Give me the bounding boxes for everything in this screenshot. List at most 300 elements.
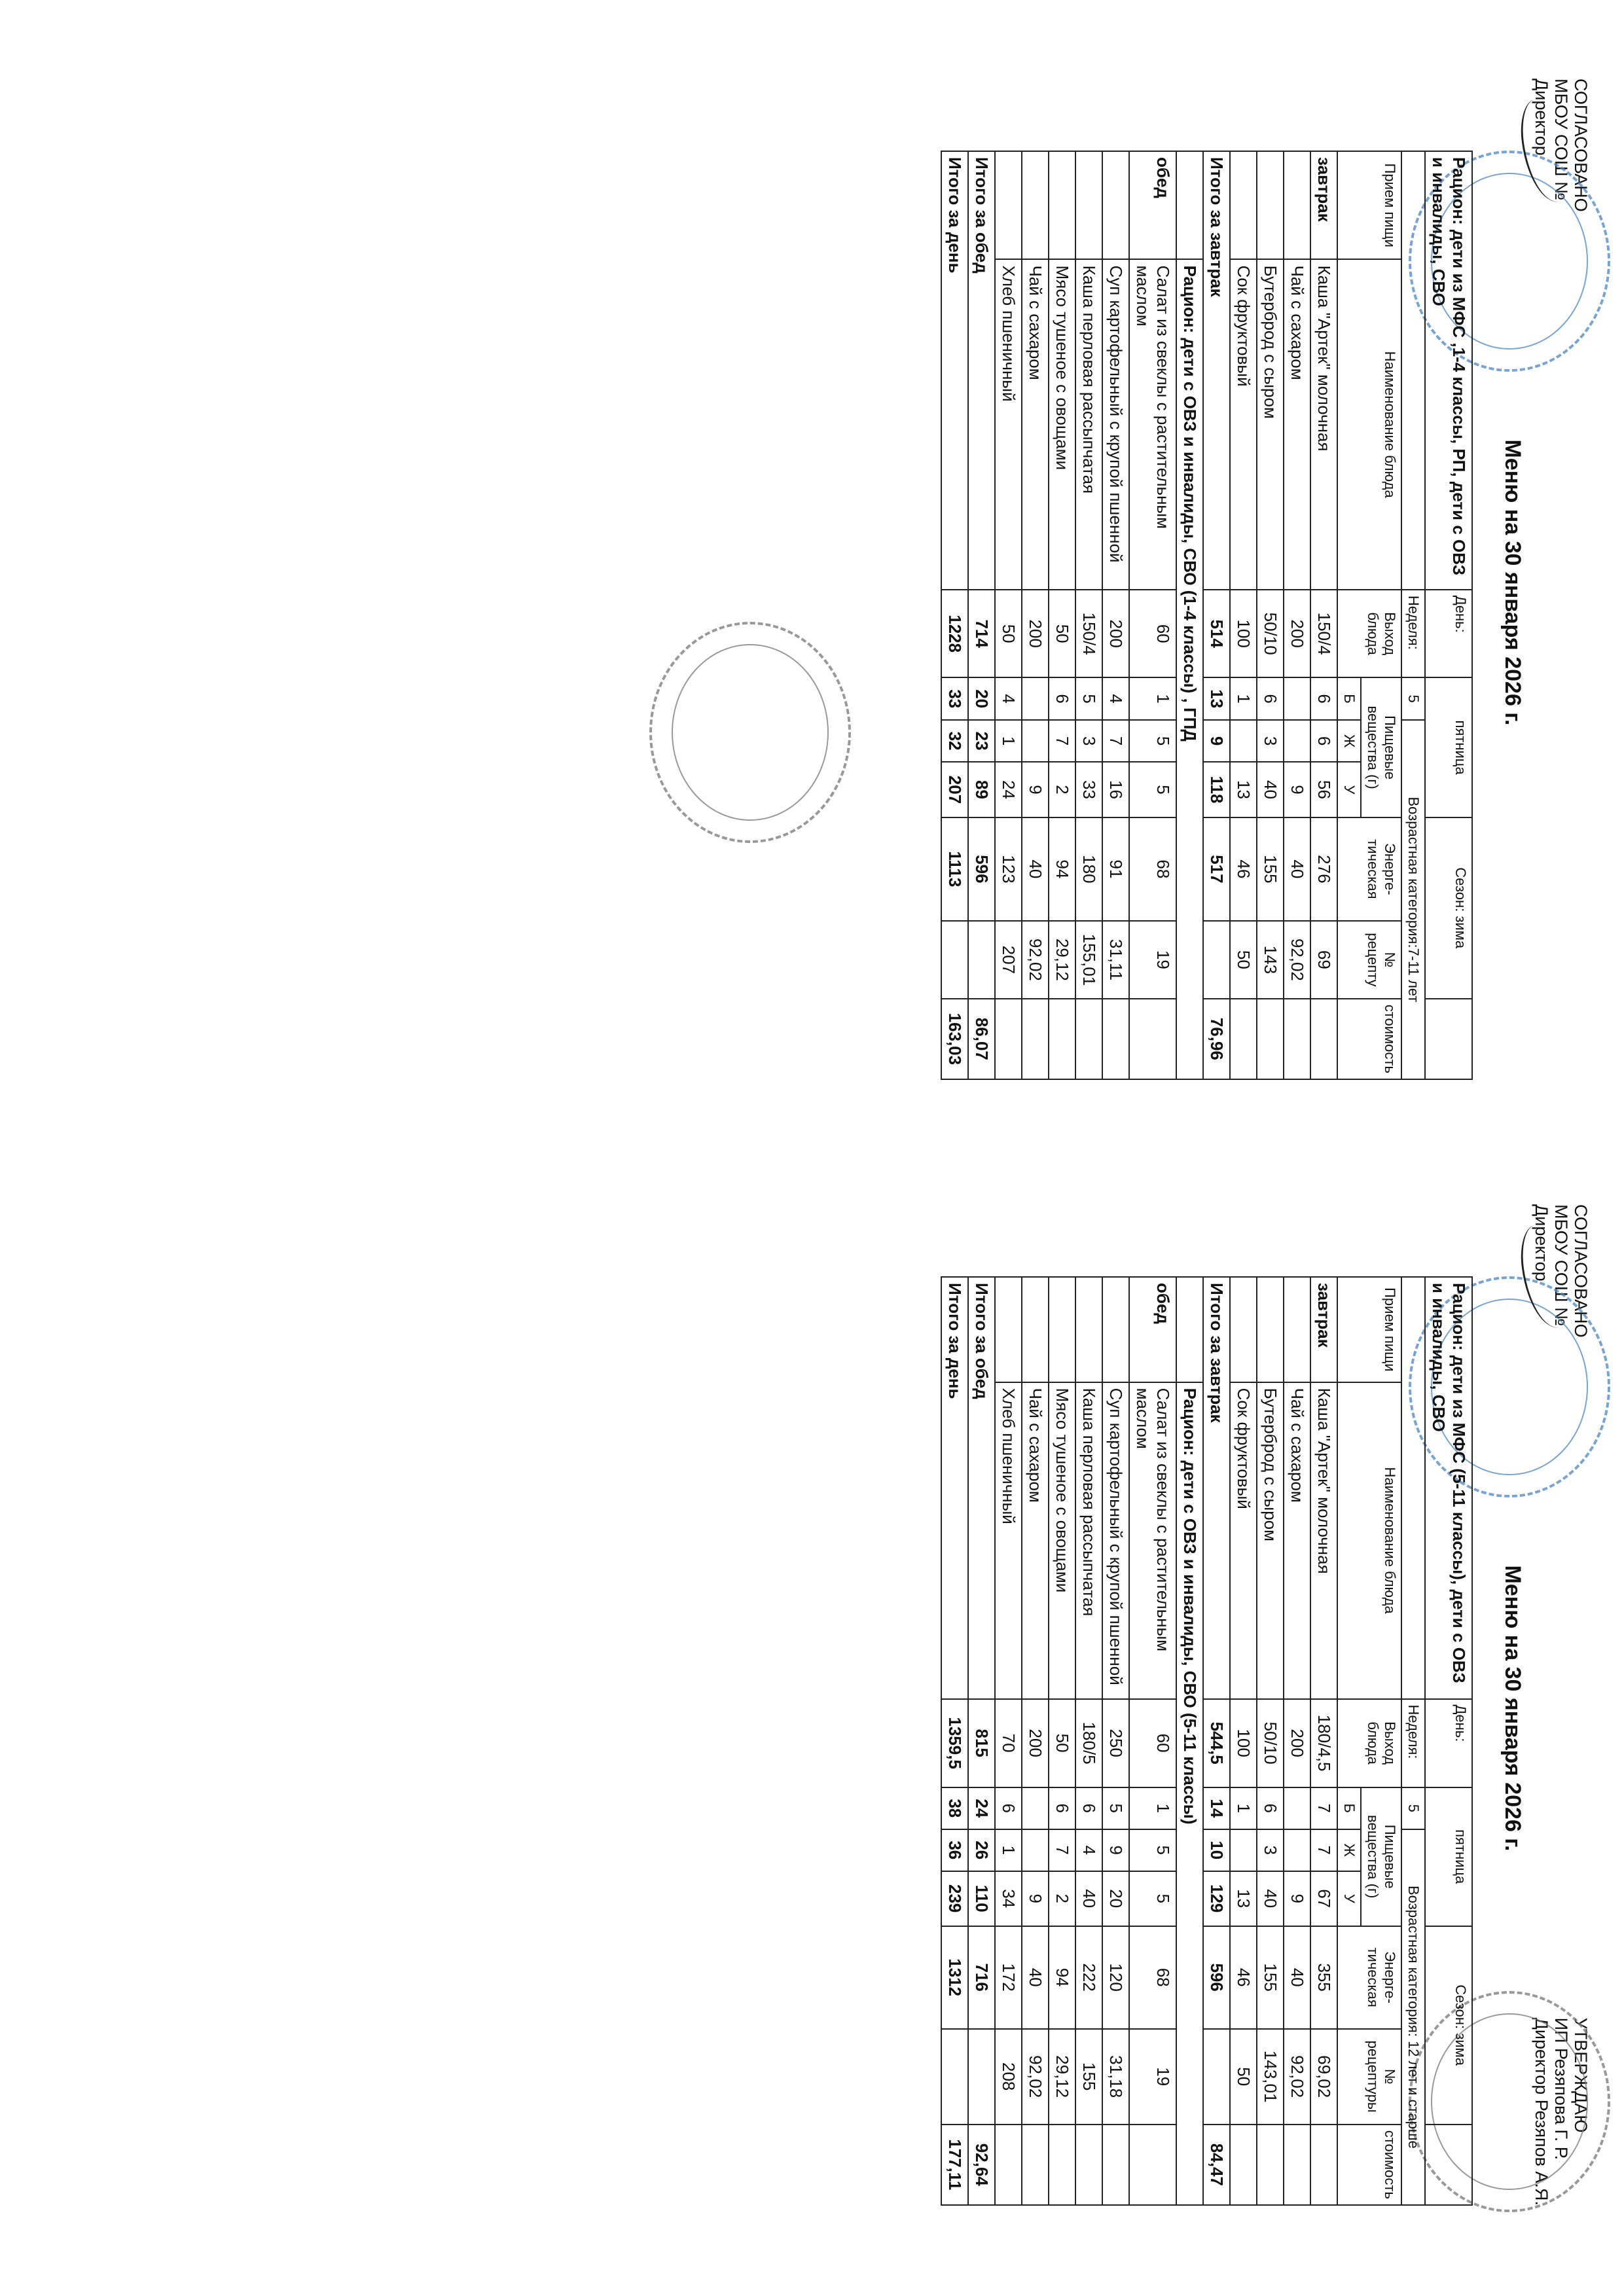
col-yield: Выход блюда <box>1337 590 1401 678</box>
day-total-label: Итого за день <box>941 1277 968 1699</box>
table-cell: 46 <box>1230 1926 1257 2029</box>
table-cell <box>1022 1829 1049 1871</box>
table-cell: 92,02 <box>1284 2029 1310 2125</box>
table-cell: 7 <box>1102 720 1129 762</box>
table-cell <box>1257 2125 1284 2205</box>
day-total-row <box>941 151 968 1079</box>
col-recipe: № рецептуры <box>1337 2029 1401 2125</box>
table-row <box>1284 1277 1310 2205</box>
table-cell <box>1102 999 1129 1079</box>
table-cell <box>1284 2125 1310 2205</box>
dish-name: Мясо тушеное с овощами <box>1049 1382 1075 1699</box>
table-cell: 7 <box>1049 720 1075 762</box>
table-cell: 123 <box>995 817 1022 921</box>
meal-name <box>1022 1277 1049 1382</box>
table-row <box>1257 151 1284 1079</box>
table-header-row <box>1361 151 1401 1079</box>
approval-line: СОГЛАСОВАНО <box>1571 1204 1591 1338</box>
meal-name: обед <box>1129 1277 1176 1382</box>
table-cell: 31,11 <box>1102 921 1129 999</box>
meal-name <box>1049 151 1075 259</box>
meal-name <box>995 151 1022 259</box>
season-name: зима <box>1453 916 1469 949</box>
col-energy: Энерге-тическая <box>1337 817 1401 921</box>
table-row <box>1129 1277 1176 2205</box>
subtotal-cell: 76,96 <box>1203 999 1230 1079</box>
table-cell: 5 <box>1129 762 1176 817</box>
table-row <box>1284 151 1310 1079</box>
table-cell: 29,12 <box>1049 2029 1075 2125</box>
table-cell <box>995 999 1022 1079</box>
table-cell: 67 <box>1310 1871 1337 1926</box>
table-cell: 68 <box>1129 1926 1176 2029</box>
table-row <box>1102 151 1129 1079</box>
menu-title: Меню на 30 января 2026 г. <box>1500 439 1525 726</box>
table-cell: 92,02 <box>1022 2029 1049 2125</box>
table-cell: 40 <box>1284 817 1310 921</box>
day-total-label: Итого за день <box>941 151 968 590</box>
subtotal-label: Итого за завтрак <box>1203 151 1230 590</box>
subtotal-cell: 596 <box>968 817 995 921</box>
day-total-cell <box>941 2029 968 2125</box>
subtotal-row <box>1203 151 1230 1079</box>
table-cell: 31,18 <box>1102 2029 1129 2125</box>
table-cell: 150/4 <box>1075 590 1102 678</box>
col-carbs: У <box>1337 762 1361 817</box>
table-cell: 120 <box>1102 1926 1129 2029</box>
col-recipe: № рецепту <box>1337 921 1401 999</box>
season-label: Сезон: <box>1453 1984 1469 2030</box>
day-total-cell: 177,11 <box>941 2125 968 2205</box>
table-cell: 40 <box>1257 1871 1284 1926</box>
approval-line: МБОУ СОШ № <box>1551 1204 1571 1327</box>
table-cell <box>1284 1787 1310 1829</box>
table-cell: 2 <box>1049 1871 1075 1926</box>
table-row <box>1022 151 1049 1079</box>
table-cell: 6 <box>1310 677 1337 719</box>
table-cell: 6 <box>1049 677 1075 719</box>
subtotal-cell: 596 <box>1203 1926 1230 2029</box>
dish-name: Чай с сахаром <box>1022 259 1049 589</box>
subtotal-cell: 110 <box>968 1871 995 1926</box>
col-fat: Ж <box>1337 1829 1361 1871</box>
table-cell: 9 <box>1284 762 1310 817</box>
table-cell <box>1022 720 1049 762</box>
table-cell: 94 <box>1049 1926 1075 2029</box>
table-cell <box>995 2125 1022 2205</box>
table-cell <box>1284 677 1310 719</box>
table-cell: 19 <box>1129 2029 1176 2125</box>
seal-stamp <box>649 622 851 843</box>
dish-name: Суп картофельный с крупой пшенной <box>1102 1382 1129 1699</box>
table-cell: 200 <box>1022 1699 1049 1787</box>
subtotal-label: Итого за завтрак <box>1203 1277 1230 1699</box>
table-cell: 50 <box>1049 1699 1075 1787</box>
day-label: День: <box>1425 1699 1472 1787</box>
table-cell: 155,01 <box>1075 921 1102 999</box>
ration-note-row <box>1176 151 1203 1079</box>
table-row <box>1102 1277 1129 2205</box>
table-cell: 50/10 <box>1257 1699 1284 1787</box>
meal-name <box>1230 151 1257 259</box>
subtotal-row <box>968 1277 995 2205</box>
table-header-row <box>1425 151 1472 1079</box>
table-row <box>1257 1277 1284 2205</box>
table-cell: 172 <box>995 1926 1022 2029</box>
dish-name: Суп картофельный с крупой пшенной <box>1102 259 1129 589</box>
table-cell: 50/10 <box>1257 590 1284 678</box>
approval-line: Директор Резяпов А.Я. <box>1532 2017 1551 2206</box>
dish-name: Чай с сахаром <box>1284 259 1310 589</box>
table-cell <box>1129 999 1176 1079</box>
ration-note: Рацион: дети с ОВЗ и инвалиды, СВО (5-11 классы) <box>1176 1382 1203 2205</box>
table-cell: 6 <box>1257 1787 1284 1829</box>
table-cell: 250 <box>1102 1699 1129 1787</box>
table-cell: 40 <box>1284 1926 1310 2029</box>
dish-name: Чай с сахаром <box>1022 1382 1049 1699</box>
table-row <box>995 151 1022 1079</box>
table-row <box>1129 151 1176 1079</box>
table-cell: 1 <box>1230 677 1257 719</box>
subtotal-cell: 24 <box>968 1787 995 1829</box>
subtotal-label: Итого за обед <box>968 151 995 590</box>
table-cell: 24 <box>995 762 1022 817</box>
age-category: Возрастная категория:7-11 лет <box>1401 720 1425 1079</box>
col-nutrients: Пищевые вещества (г) <box>1361 677 1401 817</box>
menu-page-grades-1-4 <box>628 72 1597 1093</box>
subtotal-cell: 13 <box>1203 677 1230 719</box>
subtotal-cell: 84,47 <box>1203 2125 1230 2205</box>
table-cell: 100 <box>1230 590 1257 678</box>
table-cell <box>1257 999 1284 1079</box>
season-value <box>1425 1926 1472 2125</box>
table-cell: 13 <box>1230 762 1257 817</box>
table-cell: 7 <box>1049 1829 1075 1871</box>
subtotal-cell: 714 <box>968 590 995 678</box>
age-category: Возрастная категория: 12 лет и старше <box>1401 1829 1425 2205</box>
table-cell: 6 <box>1310 720 1337 762</box>
table-cell: 3 <box>1257 1829 1284 1871</box>
table-cell: 3 <box>1257 720 1284 762</box>
table-cell: 6 <box>995 1787 1022 1829</box>
table-row <box>1310 151 1337 1079</box>
table-cell: 40 <box>1022 817 1049 921</box>
season-label: Сезон: <box>1453 867 1469 912</box>
day-label: День: <box>1425 590 1472 678</box>
table-cell: 208 <box>995 2029 1022 2125</box>
table-header-row <box>1401 151 1425 1079</box>
subtotal-cell: 544,5 <box>1203 1699 1230 1787</box>
table-cell: 91 <box>1102 817 1129 921</box>
week-value: 5 <box>1401 1787 1425 1829</box>
col-cost: стоимость <box>1337 2125 1401 2205</box>
day-total-cell: 1359,5 <box>941 1699 968 1787</box>
table-cell: 4 <box>995 677 1022 719</box>
table-cell <box>1022 999 1049 1079</box>
table-cell: 34 <box>995 1871 1022 1926</box>
week-value: 5 <box>1401 677 1425 719</box>
table-cell: 9 <box>1022 1871 1049 1926</box>
table-cell: 69 <box>1310 921 1337 999</box>
meal-name: обед <box>1129 151 1176 259</box>
col-protein: Б <box>1337 1787 1361 1829</box>
day-total-cell: 1312 <box>941 1926 968 2029</box>
table-cell: 70 <box>995 1699 1022 1787</box>
subtotal-row <box>968 151 995 1079</box>
table-cell: 40 <box>1257 762 1284 817</box>
meal-name <box>1257 1277 1284 1382</box>
dish-name: Каша перловая рассыпчатая <box>1075 259 1102 589</box>
subtotal-cell: 92,64 <box>968 2125 995 2205</box>
col-energy: Энерге-тическая <box>1337 1926 1401 2029</box>
table-header-row <box>1401 1277 1425 2205</box>
table-cell: 5 <box>1075 677 1102 719</box>
subtotal-cell: 815 <box>968 1699 995 1787</box>
approval-line: ИП Резяпова Г. Р. <box>1551 2017 1571 2161</box>
table-row <box>1075 1277 1102 2205</box>
table-cell <box>1230 2125 1257 2205</box>
meal-name: завтрак <box>1310 151 1337 259</box>
menu-page-grades-5-11 <box>628 1198 1597 2219</box>
meal-name <box>1075 1277 1102 1382</box>
col-dish: Наименование блюда <box>1337 259 1401 589</box>
table-cell: 60 <box>1129 590 1176 678</box>
day-total-cell: 32 <box>941 720 968 762</box>
day-total-row <box>941 1277 968 2205</box>
table-cell: 207 <box>995 921 1022 999</box>
col-nutrients: Пищевые вещества (г) <box>1361 1787 1401 1926</box>
table-cell: 7 <box>1310 1829 1337 1871</box>
table-row <box>1230 1277 1257 2205</box>
table-cell <box>1049 999 1075 1079</box>
dish-name: Мясо тушеное с овощами <box>1049 259 1075 589</box>
table-cell: 155 <box>1257 817 1284 921</box>
table-cell: 155 <box>1257 1926 1284 2029</box>
subtotal-cell: 14 <box>1203 1787 1230 1829</box>
table-row <box>995 1277 1022 2205</box>
table-cell: 40 <box>1075 1871 1102 1926</box>
meal-name <box>1075 151 1102 259</box>
subtotal-row <box>1203 1277 1230 2205</box>
table-cell <box>1310 999 1337 1079</box>
table-cell: 355 <box>1310 1926 1337 2029</box>
table-cell <box>1284 999 1310 1079</box>
table-cell: 50 <box>995 590 1022 678</box>
table-cell: 276 <box>1310 817 1337 921</box>
table-cell: 68 <box>1129 817 1176 921</box>
season-value <box>1425 817 1472 999</box>
ration-note: Рацион: дети с ОВЗ и инвалиды, СВО (1-4 классы) , ГПД <box>1176 259 1203 1079</box>
col-dish: Наименование блюда <box>1337 1382 1401 1699</box>
table-row <box>1310 1277 1337 2205</box>
table-cell: 92,02 <box>1284 921 1310 999</box>
table-cell <box>1075 2125 1102 2205</box>
table-cell: 1 <box>995 1829 1022 1871</box>
menu-title: Меню на 30 января 2026 г. <box>1500 1565 1525 1852</box>
subtotal-cell: 89 <box>968 762 995 817</box>
meal-name <box>995 1277 1022 1382</box>
table-row <box>1049 151 1075 1079</box>
subtotal-cell: 716 <box>968 1926 995 2029</box>
table-cell <box>1230 999 1257 1079</box>
table-cell: 3 <box>1075 720 1102 762</box>
day-total-cell: 207 <box>941 762 968 817</box>
table-header-row <box>1361 1277 1401 2205</box>
table-cell: 200 <box>1284 590 1310 678</box>
day-total-cell: 1228 <box>941 590 968 678</box>
table-cell: 60 <box>1129 1699 1176 1787</box>
table-cell <box>1102 2125 1129 2205</box>
dish-name: Бутерброд с сыром <box>1257 1382 1284 1699</box>
col-yield: Выход блюда <box>1337 1699 1401 1787</box>
subtotal-cell: 129 <box>1203 1871 1230 1926</box>
day-total-cell: 36 <box>941 1829 968 1871</box>
dish-name: Хлеб пшеничный <box>995 259 1022 589</box>
table-cell: 5 <box>1129 1871 1176 1926</box>
table-cell <box>1230 720 1257 762</box>
subtotal-cell: 514 <box>1203 590 1230 678</box>
table-cell <box>1129 2125 1176 2205</box>
subtotal-cell: 118 <box>1203 762 1230 817</box>
subtotal-cell: 26 <box>968 1829 995 1871</box>
table-cell: 1 <box>1230 1787 1257 1829</box>
subtotal-cell <box>968 2029 995 2125</box>
meal-name: завтрак <box>1310 1277 1337 1382</box>
table-cell <box>1230 1829 1257 1871</box>
menu-table <box>941 1276 1473 2206</box>
table-cell: 155 <box>1075 2029 1102 2125</box>
table-row <box>1022 1277 1049 2205</box>
ration-label: Рацион: дети из МФС ,1-4 классы, РП, дети с ОВЗ и инвалиды, СВО <box>1425 151 1472 590</box>
table-cell <box>1075 999 1102 1079</box>
table-cell: 2 <box>1049 762 1075 817</box>
table-cell: 92,02 <box>1022 921 1049 999</box>
table-cell: 50 <box>1049 590 1075 678</box>
table-cell <box>1310 2125 1337 2205</box>
day-total-cell: 1113 <box>941 817 968 921</box>
table-cell: 33 <box>1075 762 1102 817</box>
table-cell: 6 <box>1257 677 1284 719</box>
ration-note-row <box>1176 1277 1203 2205</box>
meal-name <box>1257 151 1284 259</box>
week-label: Неделя: <box>1401 590 1425 678</box>
dish-name: Салат из свеклы с растительным маслом <box>1129 259 1176 589</box>
table-cell: 1 <box>1129 677 1176 719</box>
subtotal-cell <box>968 921 995 999</box>
table-cell: 29,12 <box>1049 921 1075 999</box>
ration-label: Рацион: дети из МФС (5-11 классы), дети с ОВЗ и инвалиды, СВО <box>1425 1277 1472 1699</box>
dish-name: Салат из свеклы с растительным маслом <box>1129 1382 1176 1699</box>
table-cell: 46 <box>1230 817 1257 921</box>
table-cell: 5 <box>1129 1829 1176 1871</box>
table-cell: 143,01 <box>1257 2029 1284 2125</box>
table-cell: 5 <box>1102 1787 1129 1829</box>
table-cell <box>1284 720 1310 762</box>
subtotal-cell: 23 <box>968 720 995 762</box>
meal-name <box>1102 151 1129 259</box>
dish-name: Каша "Артек" молочная <box>1310 1382 1337 1699</box>
table-cell: 4 <box>1102 677 1129 719</box>
subtotal-cell: 86,07 <box>968 999 995 1079</box>
subtotal-cell: 10 <box>1203 1829 1230 1871</box>
meal-name <box>1022 151 1049 259</box>
dish-name: Каша перловая рассыпчатая <box>1075 1382 1102 1699</box>
table-cell: 6 <box>1049 1787 1075 1829</box>
table-cell: 200 <box>1102 590 1129 678</box>
table-cell: 19 <box>1129 921 1176 999</box>
dish-name: Хлеб пшеничный <box>995 1382 1022 1699</box>
season-name: зима <box>1453 2033 1469 2066</box>
approval-line: МБОУ СОШ № <box>1551 79 1571 201</box>
table-cell: 9 <box>1022 762 1049 817</box>
table-cell: 150/4 <box>1310 590 1337 678</box>
table-row <box>1049 1277 1075 2205</box>
dish-name: Каша "Артек" молочная <box>1310 259 1337 589</box>
col-carbs: У <box>1337 1871 1361 1926</box>
table-cell: 69,02 <box>1310 2029 1337 2125</box>
meal-name <box>1230 1277 1257 1382</box>
table-cell: 1 <box>995 720 1022 762</box>
day-total-cell: 239 <box>941 1871 968 1926</box>
table-cell <box>1022 1787 1049 1829</box>
table-cell: 40 <box>1022 1926 1049 2029</box>
table-cell: 200 <box>1284 1699 1310 1787</box>
table-cell: 6 <box>1075 1787 1102 1829</box>
day-value: пятница <box>1425 677 1472 817</box>
table-cell: 94 <box>1049 817 1075 921</box>
meal-name <box>1284 151 1310 259</box>
table-cell: 180/5 <box>1075 1699 1102 1787</box>
subtotal-cell: 9 <box>1203 720 1230 762</box>
day-total-cell <box>941 921 968 999</box>
subtotal-cell <box>1203 2029 1230 2125</box>
table-cell: 20 <box>1102 1871 1129 1926</box>
dish-name: Бутерброд с сыром <box>1257 259 1284 589</box>
dish-name: Чай с сахаром <box>1284 1382 1310 1699</box>
table-cell: 5 <box>1129 720 1176 762</box>
menu-table <box>941 151 1473 1080</box>
subtotal-cell <box>1203 921 1230 999</box>
table-cell: 50 <box>1230 2029 1257 2125</box>
subtotal-cell: 517 <box>1203 817 1230 921</box>
table-cell: 16 <box>1102 762 1129 817</box>
table-cell: 1 <box>1129 1787 1176 1829</box>
table-cell: 180/4,5 <box>1310 1699 1337 1787</box>
approval-line: УТВЕРЖДАЮ <box>1571 2017 1591 2133</box>
dish-name: Сок фруктовый <box>1230 259 1257 589</box>
table-cell: 50 <box>1230 921 1257 999</box>
meal-name <box>1284 1277 1310 1382</box>
dish-name: Сок фруктовый <box>1230 1382 1257 1699</box>
table-cell <box>1022 2125 1049 2205</box>
table-cell: 4 <box>1075 1829 1102 1871</box>
day-total-cell: 163,03 <box>941 999 968 1079</box>
day-total-cell: 38 <box>941 1787 968 1829</box>
table-cell: 200 <box>1022 590 1049 678</box>
day-value: пятница <box>1425 1787 1472 1926</box>
subtotal-label: Итого за обед <box>968 1277 995 1699</box>
col-cost: стоимость <box>1337 999 1401 1079</box>
table-row <box>1230 151 1257 1079</box>
table-row <box>1075 151 1102 1079</box>
table-cell: 9 <box>1284 1871 1310 1926</box>
table-cell <box>1049 2125 1075 2205</box>
meal-name <box>1049 1277 1075 1382</box>
approval-line: Директор <box>1532 1204 1551 1282</box>
table-cell: 143 <box>1257 921 1284 999</box>
table-cell: 222 <box>1075 1926 1102 2029</box>
table-cell <box>1022 677 1049 719</box>
